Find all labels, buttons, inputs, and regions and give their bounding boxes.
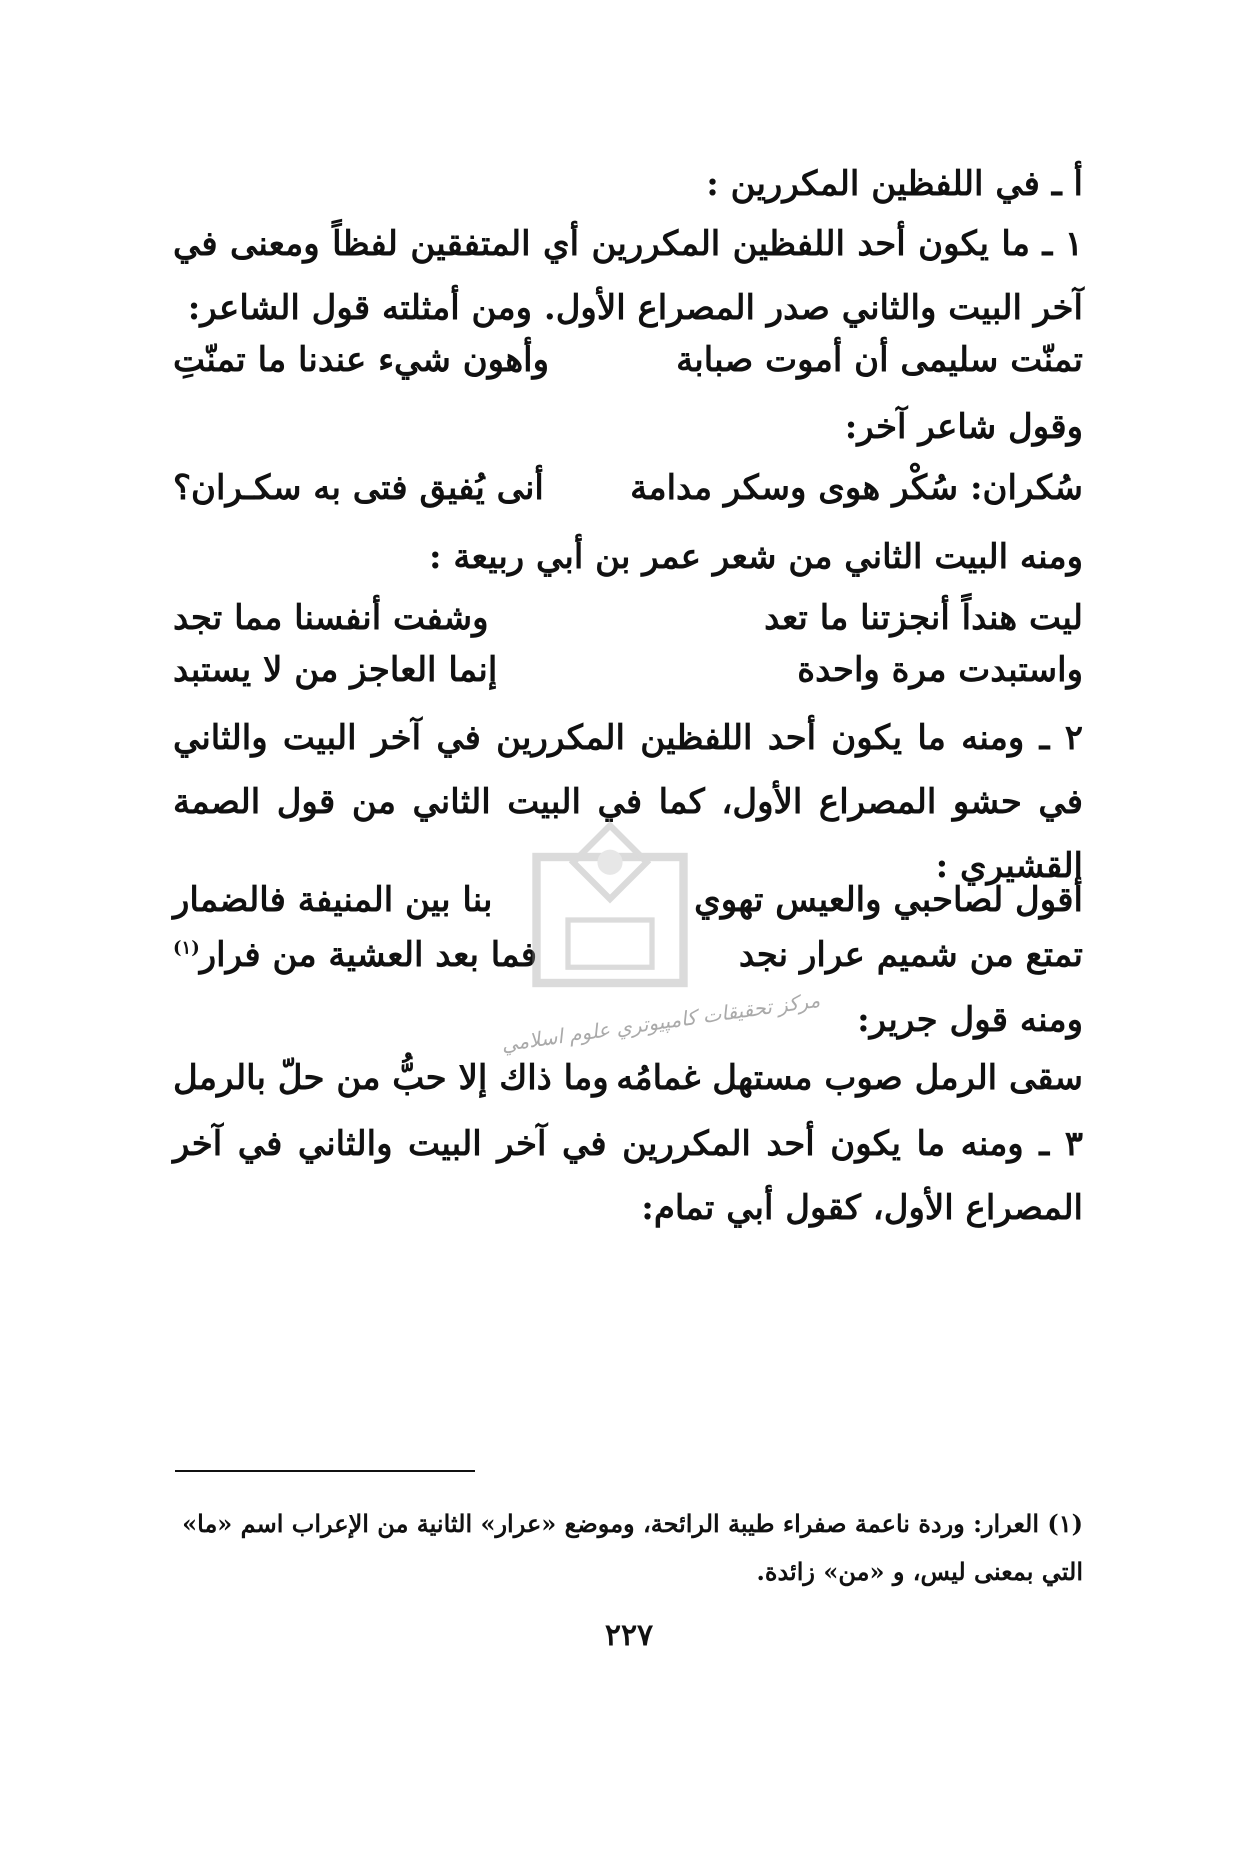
verse-3b [173,650,1083,700]
paragraph-2: ٢ ـ ومنه ما يكون أحد اللفظين المكررين في آخر البيت والثاني في حشو المصراع الأول، كما في البيت الثاني من قول الصمة القشيري : [173,718,1083,886]
verse-4b-second-hemistich [173,935,537,975]
verse-3a [173,598,1083,648]
verse-1 [173,340,1083,390]
watermark-logo-icon [505,815,715,1025]
verse-2 [173,468,1083,518]
verse-1-first-hemistich: تمنّت سليمى أن أموت صبابة [676,340,1083,380]
verse-2-second-hemistich: أنى يُفيق فتى به سكـران؟ [173,468,544,508]
section-heading: أ ـ في اللفظين المكررين : [706,164,1083,204]
verse-5-second-hemistich: وما ذاك إلا حبُّ من حلّ بالرمل [173,1058,609,1098]
intro-3: ومنه البيت الثاني من شعر عمر بن أبي ربيعة : [429,537,1083,577]
watermark-text: مركز تحقيقات كامپيوتري علوم اسلامي [499,987,822,1057]
verse-3b-first-hemistich: واستبدت مرة واحدة [797,650,1083,690]
verse-2-first-hemistich: سُكران: سُكْر هوى وسكر مدامة [630,468,1083,508]
verse-5 [173,1058,1083,1108]
footnote-divider [175,1470,475,1472]
verse-3b-second-hemistich: إنما العاجز من لا يستبد [173,650,498,690]
paragraph-3: ٣ ـ ومنه ما يكون أحد المكررين في آخر البيت والثاني في آخر المصراع الأول، كقول أبي تمام: [173,1124,1083,1228]
page-number: ٢٢٧ [604,1618,654,1653]
footnote: (١) العرار: وردة ناعمة صفراء طيبة الرائحة، وموضع «عرار» الثانية من الإعراب اسم «ما» التي بمعنى ليس، و «من» زائدة. [182,1509,1083,1586]
verse-4a-second-hemistich: بنا بين المنيفة فالضمار [173,880,493,920]
verse-4b-first-hemistich: تمتع من شميم عرار نجد [738,935,1083,975]
intro-4: ومنه قول جرير: [857,1000,1083,1040]
verse-5-first-hemistich: سقى الرمل صوب مستهل غمامُه [616,1058,1083,1098]
verse-4b-second-text: فما بعد العشية من فرار [199,935,538,975]
paragraph-1: ١ ـ ما يكون أحد اللفظين المكررين أي المتفقين لفظاً ومعنى في آخر البيت والثاني صدر المصراع الأول. ومن أمثلته قول الشاعر: [173,224,1083,328]
verse-4a-first-hemistich: أقول لصاحبي والعيس تهوي [694,880,1083,920]
verse-3a-first-hemistich: ليت هنداً أنجزتنا ما تعد [764,598,1083,638]
footnote-reference: (١) [173,937,200,959]
verse-3a-second-hemistich: وشفت أنفسنا مما تجد [173,598,489,638]
intro-2: وقول شاعر آخر: [844,407,1083,447]
verse-1-second-hemistich: وأهون شيء عندنا ما تمنّتِ [173,340,550,380]
